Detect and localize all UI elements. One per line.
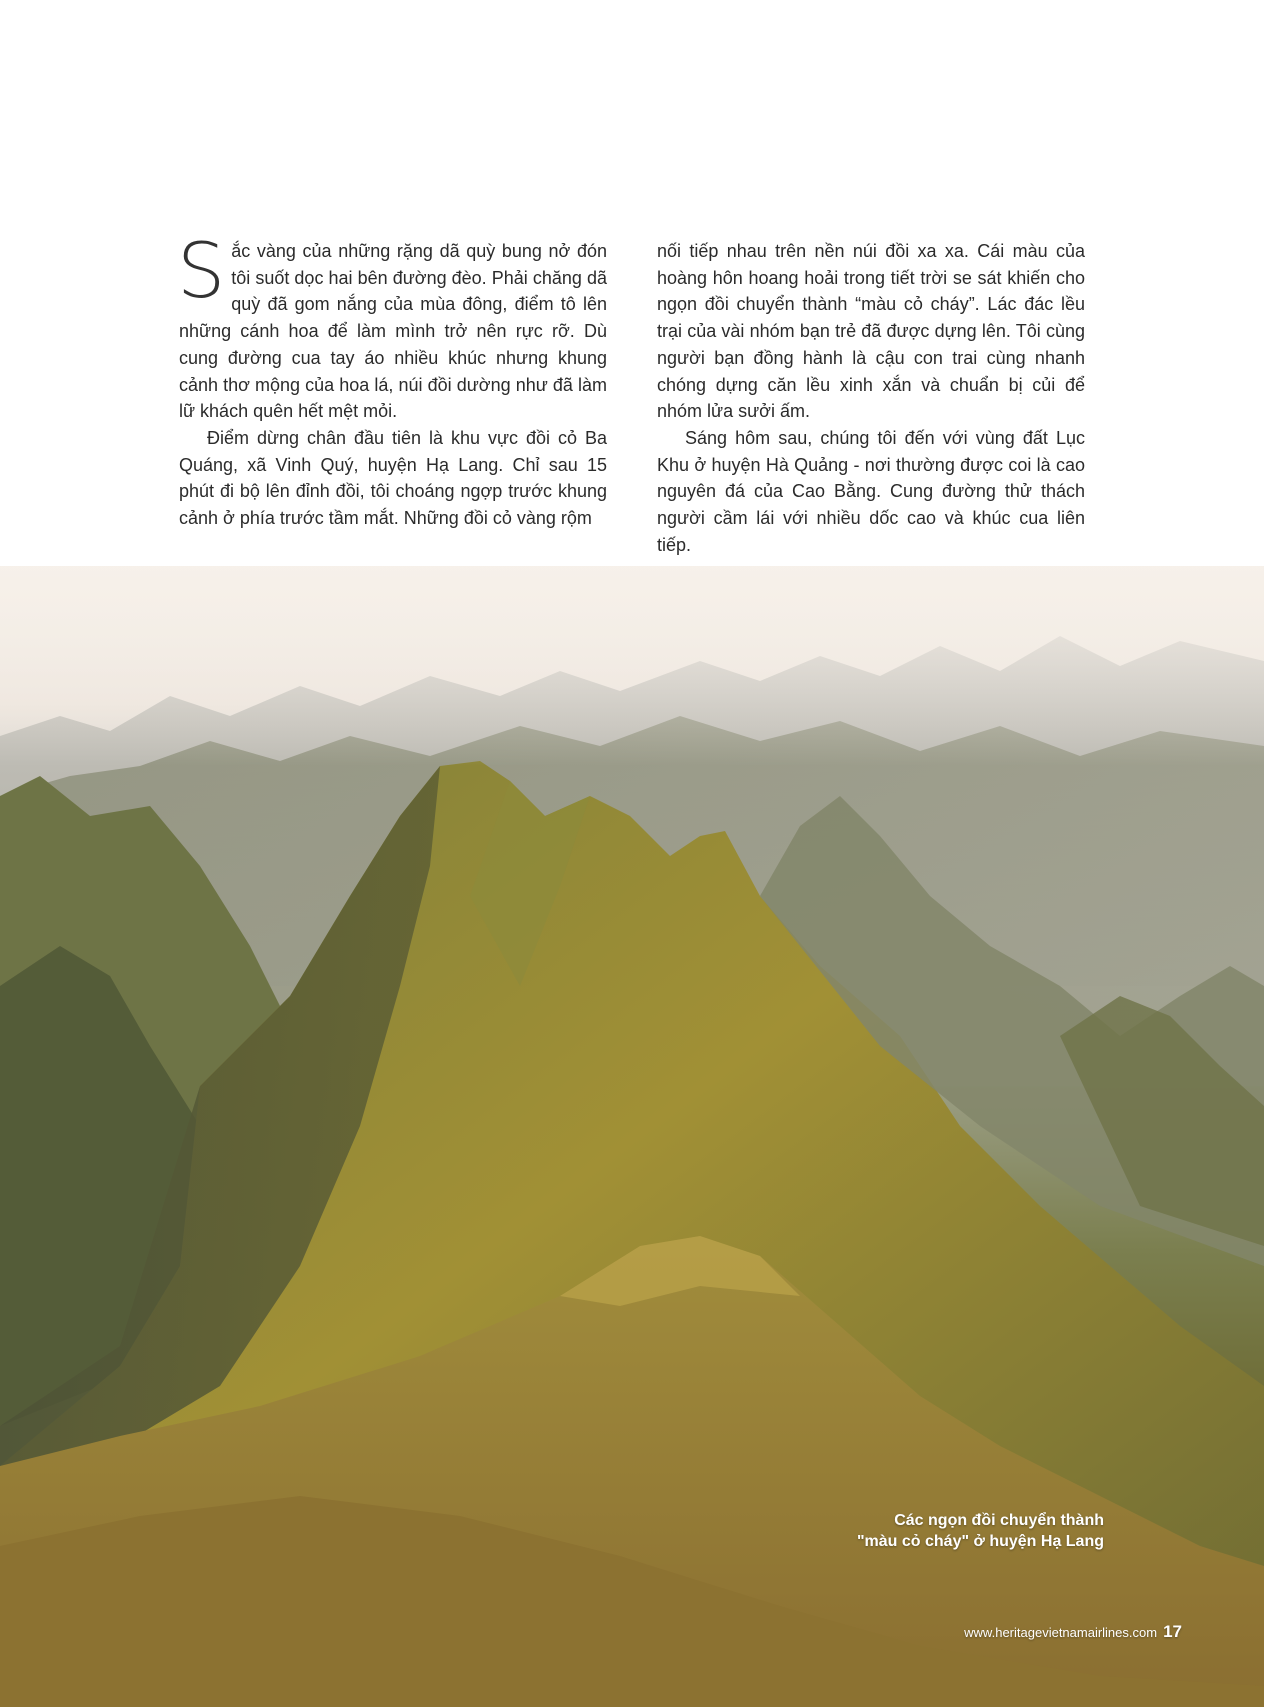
paragraph: Điểm dừng chân đầu tiên là khu vực đồi cỏ Ba Quáng, xã Vinh Quý, huyện Hạ Lang. Chỉ sau 15 phút đi bộ lên đỉnh đồi, tôi choáng ngợp trước khung cảnh ở phía trước tầm mắt. Những đồi cỏ vàng rộm [179,427,607,529]
website-url: www.heritagevietnamairlines.com [964,1625,1158,1640]
page-number: 17 [1163,1622,1182,1641]
page-footer [964,1622,1182,1642]
article-column-right [657,238,1085,558]
caption-line: Các ngọn đồi chuyển thành [894,1512,1104,1529]
photo-caption [857,1510,1104,1552]
paragraph: Sáng hôm sau, chúng tôi đến với vùng đất Lục Khu ở huyện Hà Quảng - nơi thường được coi là cao nguyên đá của Cao Bằng. Cung đường thử thách người cầm lái với nhiều dốc cao và khúc cua liên tiếp. [657,427,1085,555]
paragraph-text: ắc vàng của những rặng dã quỳ bung nở đón tôi suốt dọc hai bên đường đèo. Phải chăng dã quỳ đã gom nắng của mùa đông, điểm tô lên những cánh hoa để làm mình trở nên rực rỡ. Dù cung đường cua tay áo nhiều khúc nhưng khung cảnh thơ mộng của hoa lá, núi đồi dường như đã làm lữ khách quên hết mệt mỏi. [179,241,607,422]
article-column-left [177,226,607,532]
caption-line: "màu cỏ cháy" ở huyện Hạ Lang [856,1533,1104,1550]
drop-cap: S [177,226,226,315]
paragraph [177,226,607,425]
paragraph: nối tiếp nhau trên nền núi đồi xa xa. Cái màu của hoàng hôn hoang hoải trong tiết trời se sát khiến cho ngọn đồi chuyển thành “màu cỏ cháy”. Lác đác lều trại của vài nhóm bạn trẻ đã được dựng lên. Tôi cùng người bạn đồng hành là cậu con trai cùng nhanh chóng dựng căn lều xinh xắn và chuẩn bị củi để nhóm lửa sưởi ấm. [657,241,1085,422]
